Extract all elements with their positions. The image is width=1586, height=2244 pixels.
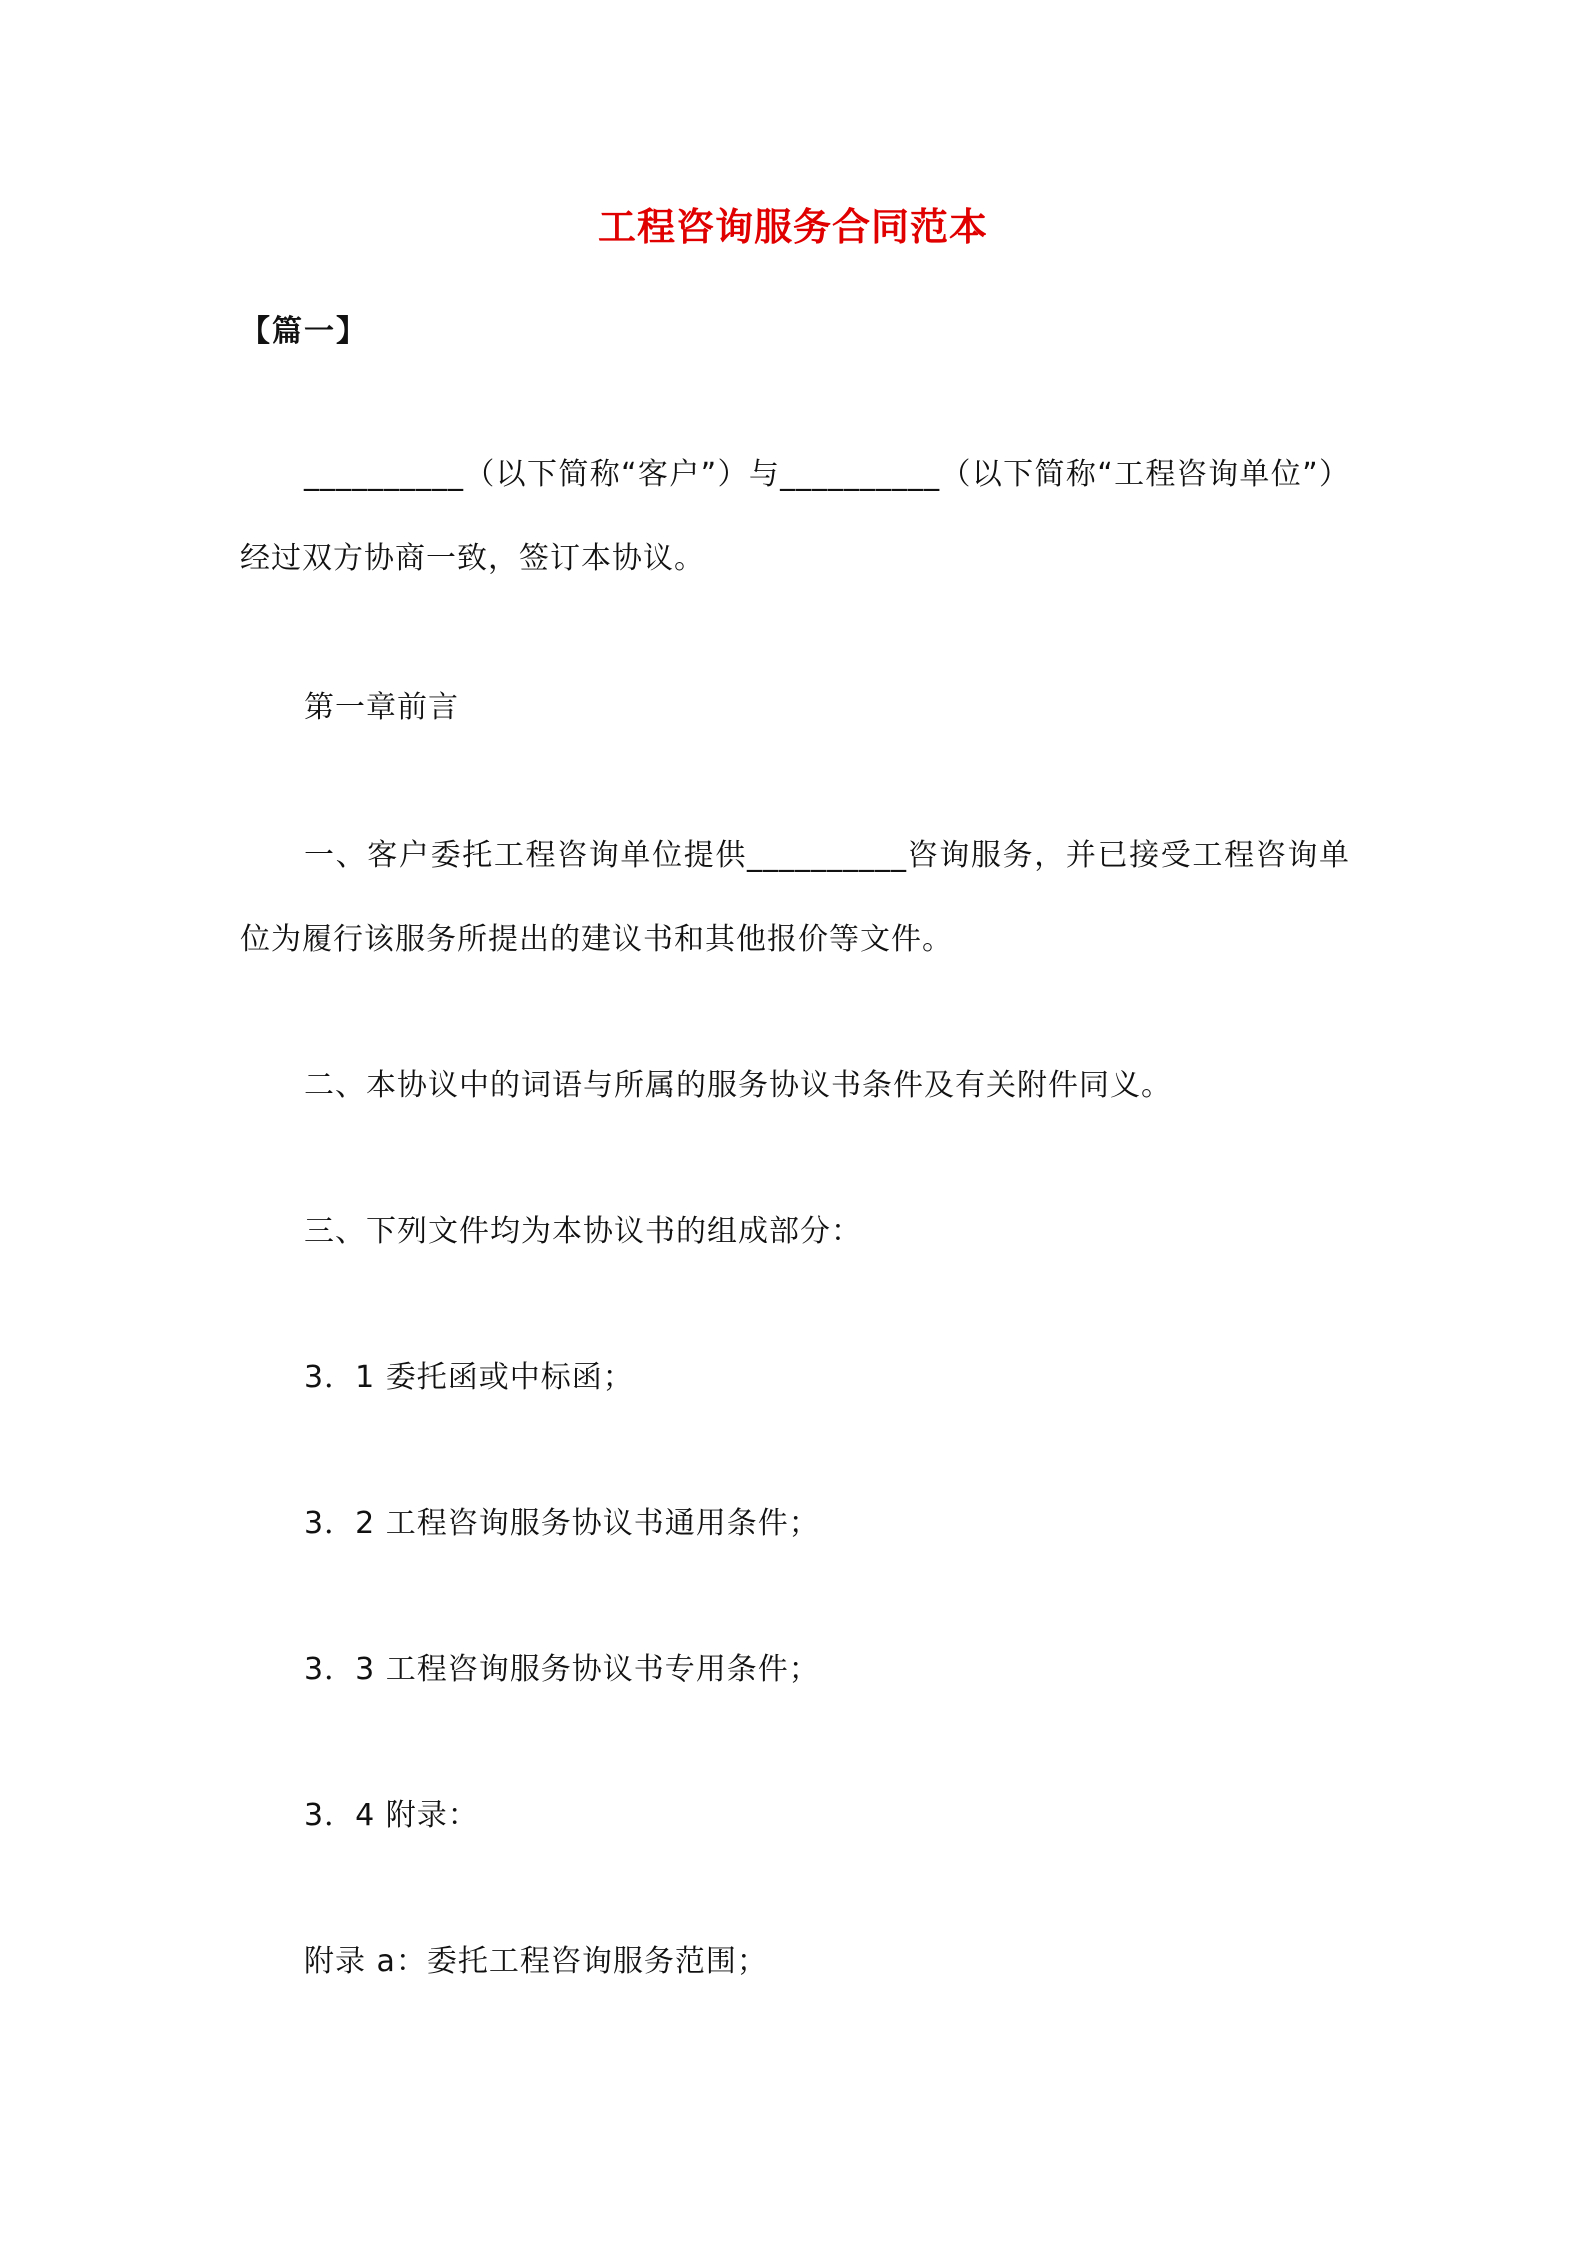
item-3-1-line: 3．1 委托函或中标函； xyxy=(304,1360,634,1395)
item-3-3-line: 3．3 工程咨询服务协议书专用条件； xyxy=(304,1652,820,1687)
appendix-a-line: 附录 a：委托工程咨询服务范围； xyxy=(304,1944,768,1979)
clause-2-line: 二、本协议中的词语与所属的服务协议书条件及有关附件同义。 xyxy=(304,1068,1172,1103)
document-title: 工程咨询服务合同范本 xyxy=(597,205,988,249)
chapter-heading: 第一章前言 xyxy=(304,690,459,725)
clause-3-line: 三、下列文件均为本协议书的组成部分： xyxy=(304,1214,862,1249)
section-heading: 【篇一】 xyxy=(240,314,368,349)
intro-paragraph: __________（以下简称“客户”）与__________（以下简称“工程咨询单位”）经过双方协商一致，签订本协议。 xyxy=(240,457,1350,576)
item-3-4-line: 3．4 附录： xyxy=(304,1798,479,1833)
clause-1-paragraph: 一、客户委托工程咨询单位提供__________咨询服务，并已接受工程咨询单位为履行该服务所提出的建议书和其他报价等文件。 xyxy=(240,838,1350,957)
item-3-2-line: 3．2 工程咨询服务协议书通用条件； xyxy=(304,1506,820,1541)
